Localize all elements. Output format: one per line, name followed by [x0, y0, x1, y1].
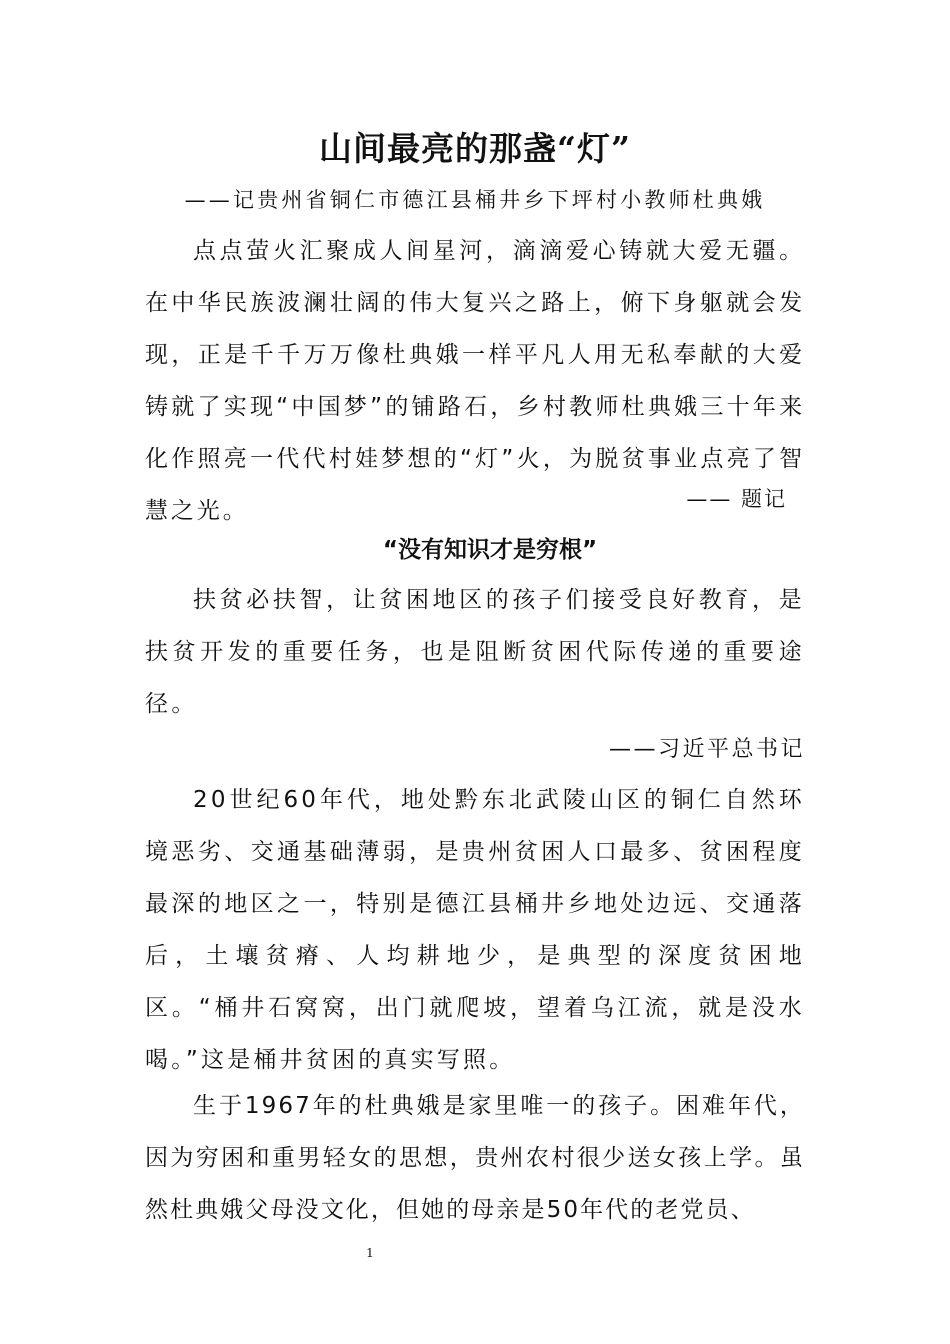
body-paragraph: 生于1967年的杜典娥是家里唯一的孩子。困难年代，因为穷困和重男轻女的思想，贵州农村很少送女孩上学。虽然杜典娥父母没文化，但她的母亲是50年代的老党员、 [145, 1093, 805, 1223]
page-subtitle: ——记贵州省铜仁市德江县桶井乡下坪村小教师杜典娥 [184, 188, 766, 212]
epigraph-paragraph: 点点萤火汇聚成人间星河，滴滴爱心铸就大爱无疆。在中华民族波澜壮阔的伟大复兴之路上，俯下身躯就会发现，正是千千万万像杜典娥一样平凡人用无私奉献的大爱铸就了实现“中国梦”的铺路石，乡村教师杜典娥三十年来化作照亮一代代村娃梦想的“灯”火，为脱贫事业点亮了智慧之光。 [145, 238, 805, 524]
quote-paragraph: 扶贫必扶智，让贫困地区的孩子们接受良好教育，是扶贫开发的重要任务，也是阻断贫困代际传递的重要途径。 [145, 587, 805, 717]
page-title: 山间最亮的那盏“灯” [319, 129, 631, 168]
body-paragraph: 20世纪60年代，地处黔东北武陵山区的铜仁自然环境恶劣、交通基础薄弱，是贵州贫困人口最多、贫困程度最深的地区之一，特别是德江县桶井乡地处边远、交通落后，土壤贫瘠、人均耕地少，是典型的深度贫困地区。“桶井石窝窝，出门就爬坡，望着乌江流，就是没水喝。”这是桶井贫困的真实写照。 [145, 787, 805, 1073]
quote-attribution: ——习近平总书记 [608, 737, 805, 762]
section-heading: “没有知识才是穷根” [382, 537, 598, 563]
epigraph-signature: —— 题记 [686, 487, 787, 511]
page-number: 1 [366, 1246, 374, 1260]
